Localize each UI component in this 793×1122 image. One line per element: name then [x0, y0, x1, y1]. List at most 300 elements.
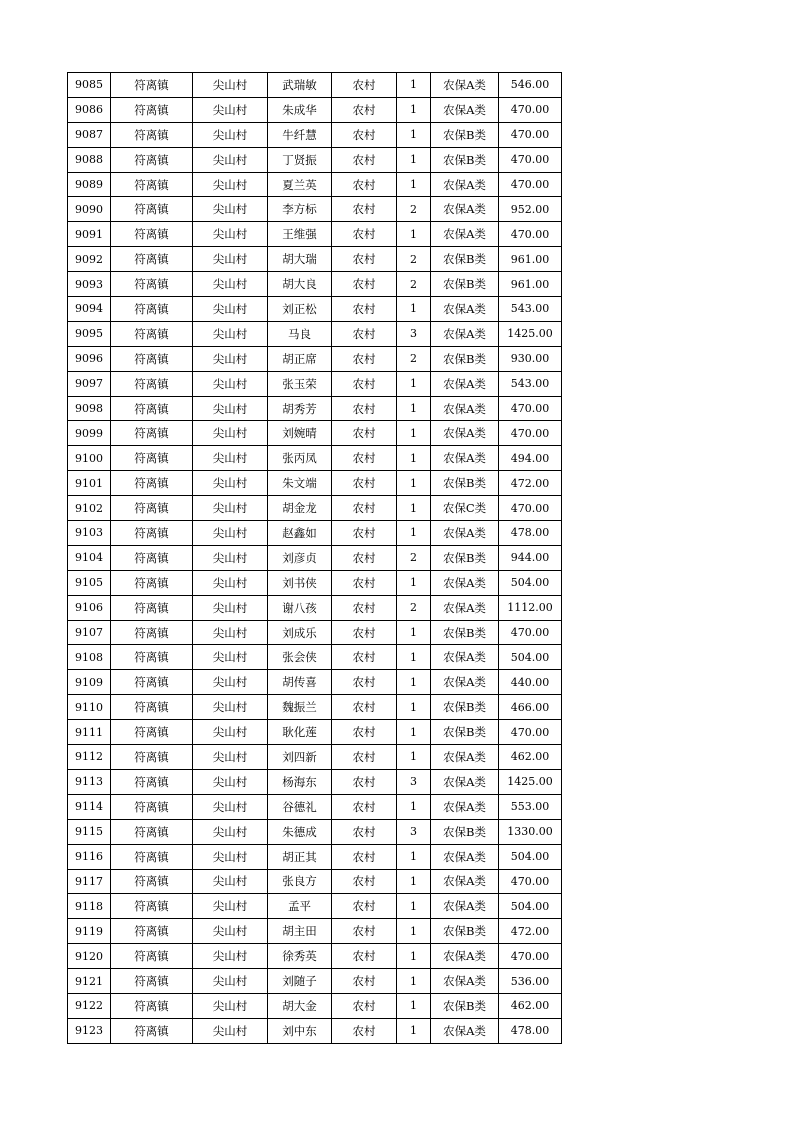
- serial-cell: 9111: [68, 720, 111, 745]
- data-table: [67, 72, 562, 1044]
- category-cell: 农保B类: [431, 346, 499, 371]
- village-cell: 尖山村: [193, 819, 268, 844]
- table-row: [68, 794, 562, 819]
- serial-cell: 9123: [68, 1018, 111, 1043]
- name-cell: 王维强: [268, 222, 332, 247]
- serial-cell: 9089: [68, 172, 111, 197]
- amount-cell: 470.00: [499, 620, 562, 645]
- name-cell: 胡传喜: [268, 670, 332, 695]
- household-count-cell: 1: [397, 297, 431, 322]
- table-row: [68, 421, 562, 446]
- serial-cell: 9117: [68, 869, 111, 894]
- village-cell: 尖山村: [193, 794, 268, 819]
- amount-cell: 470.00: [499, 172, 562, 197]
- serial-cell: 9090: [68, 197, 111, 222]
- town-cell: 符离镇: [111, 521, 193, 546]
- table-row: [68, 919, 562, 944]
- table-row: [68, 645, 562, 670]
- household-count-cell: 1: [397, 222, 431, 247]
- area-type-cell: 农村: [332, 321, 397, 346]
- table-row: [68, 371, 562, 396]
- town-cell: 符离镇: [111, 496, 193, 521]
- table-row: [68, 346, 562, 371]
- area-type-cell: 农村: [332, 993, 397, 1018]
- area-type-cell: 农村: [332, 297, 397, 322]
- serial-cell: 9098: [68, 396, 111, 421]
- serial-cell: 9108: [68, 645, 111, 670]
- amount-cell: 930.00: [499, 346, 562, 371]
- village-cell: 尖山村: [193, 222, 268, 247]
- household-count-cell: 1: [397, 670, 431, 695]
- name-cell: 朱德成: [268, 819, 332, 844]
- table-row: [68, 147, 562, 172]
- household-count-cell: 1: [397, 521, 431, 546]
- town-cell: 符离镇: [111, 595, 193, 620]
- table-row: [68, 222, 562, 247]
- category-cell: 农保A类: [431, 570, 499, 595]
- serial-cell: 9114: [68, 794, 111, 819]
- amount-cell: 504.00: [499, 894, 562, 919]
- area-type-cell: 农村: [332, 919, 397, 944]
- category-cell: 农保B类: [431, 545, 499, 570]
- table-row: [68, 272, 562, 297]
- category-cell: 农保A类: [431, 446, 499, 471]
- village-cell: 尖山村: [193, 471, 268, 496]
- amount-cell: 504.00: [499, 570, 562, 595]
- town-cell: 符离镇: [111, 222, 193, 247]
- area-type-cell: 农村: [332, 446, 397, 471]
- amount-cell: 470.00: [499, 720, 562, 745]
- name-cell: 胡正席: [268, 346, 332, 371]
- serial-cell: 9096: [68, 346, 111, 371]
- amount-cell: 470.00: [499, 944, 562, 969]
- household-count-cell: 1: [397, 421, 431, 446]
- table-row: [68, 247, 562, 272]
- name-cell: 李方标: [268, 197, 332, 222]
- town-cell: 符离镇: [111, 919, 193, 944]
- name-cell: 张玉荣: [268, 371, 332, 396]
- category-cell: 农保A类: [431, 969, 499, 994]
- category-cell: 农保A类: [431, 371, 499, 396]
- town-cell: 符离镇: [111, 122, 193, 147]
- area-type-cell: 农村: [332, 1018, 397, 1043]
- category-cell: 农保A类: [431, 172, 499, 197]
- serial-cell: 9110: [68, 695, 111, 720]
- household-count-cell: 1: [397, 396, 431, 421]
- category-cell: 农保B类: [431, 620, 499, 645]
- town-cell: 符离镇: [111, 794, 193, 819]
- category-cell: 农保A类: [431, 794, 499, 819]
- area-type-cell: 农村: [332, 595, 397, 620]
- serial-cell: 9087: [68, 122, 111, 147]
- category-cell: 农保A类: [431, 645, 499, 670]
- village-cell: 尖山村: [193, 695, 268, 720]
- town-cell: 符离镇: [111, 894, 193, 919]
- amount-cell: 470.00: [499, 421, 562, 446]
- amount-cell: 440.00: [499, 670, 562, 695]
- table-row: [68, 122, 562, 147]
- area-type-cell: 农村: [332, 844, 397, 869]
- name-cell: 刘书侠: [268, 570, 332, 595]
- table-row: [68, 745, 562, 770]
- table-row: [68, 969, 562, 994]
- area-type-cell: 农村: [332, 73, 397, 98]
- village-cell: 尖山村: [193, 247, 268, 272]
- area-type-cell: 农村: [332, 197, 397, 222]
- category-cell: 农保B类: [431, 247, 499, 272]
- category-cell: 农保B类: [431, 919, 499, 944]
- household-count-cell: 2: [397, 595, 431, 620]
- category-cell: 农保A类: [431, 297, 499, 322]
- amount-cell: 543.00: [499, 297, 562, 322]
- category-cell: 农保B类: [431, 122, 499, 147]
- town-cell: 符离镇: [111, 97, 193, 122]
- village-cell: 尖山村: [193, 122, 268, 147]
- town-cell: 符离镇: [111, 446, 193, 471]
- category-cell: 农保A类: [431, 894, 499, 919]
- area-type-cell: 农村: [332, 670, 397, 695]
- name-cell: 朱成华: [268, 97, 332, 122]
- category-cell: 农保A类: [431, 197, 499, 222]
- village-cell: 尖山村: [193, 670, 268, 695]
- name-cell: 丁贤振: [268, 147, 332, 172]
- category-cell: 农保A类: [431, 670, 499, 695]
- town-cell: 符离镇: [111, 197, 193, 222]
- village-cell: 尖山村: [193, 844, 268, 869]
- town-cell: 符离镇: [111, 969, 193, 994]
- serial-cell: 9116: [68, 844, 111, 869]
- household-count-cell: 2: [397, 197, 431, 222]
- town-cell: 符离镇: [111, 421, 193, 446]
- town-cell: 符离镇: [111, 272, 193, 297]
- table-row: [68, 819, 562, 844]
- village-cell: 尖山村: [193, 894, 268, 919]
- amount-cell: 1112.00: [499, 595, 562, 620]
- town-cell: 符离镇: [111, 73, 193, 98]
- table-row: [68, 521, 562, 546]
- name-cell: 耿化莲: [268, 720, 332, 745]
- village-cell: 尖山村: [193, 944, 268, 969]
- amount-cell: 478.00: [499, 521, 562, 546]
- household-count-cell: 1: [397, 869, 431, 894]
- amount-cell: 470.00: [499, 147, 562, 172]
- amount-cell: 472.00: [499, 919, 562, 944]
- household-count-cell: 1: [397, 1018, 431, 1043]
- town-cell: 符离镇: [111, 172, 193, 197]
- village-cell: 尖山村: [193, 769, 268, 794]
- category-cell: 农保A类: [431, 745, 499, 770]
- category-cell: 农保A类: [431, 869, 499, 894]
- name-cell: 胡大瑞: [268, 247, 332, 272]
- village-cell: 尖山村: [193, 869, 268, 894]
- category-cell: 农保A类: [431, 73, 499, 98]
- household-count-cell: 1: [397, 944, 431, 969]
- serial-cell: 9103: [68, 521, 111, 546]
- area-type-cell: 农村: [332, 894, 397, 919]
- serial-cell: 9085: [68, 73, 111, 98]
- household-count-cell: 1: [397, 894, 431, 919]
- name-cell: 刘中东: [268, 1018, 332, 1043]
- table-row: [68, 769, 562, 794]
- village-cell: 尖山村: [193, 321, 268, 346]
- name-cell: 马良: [268, 321, 332, 346]
- village-cell: 尖山村: [193, 745, 268, 770]
- area-type-cell: 农村: [332, 97, 397, 122]
- serial-cell: 9101: [68, 471, 111, 496]
- area-type-cell: 农村: [332, 794, 397, 819]
- serial-cell: 9122: [68, 993, 111, 1018]
- table-row: [68, 297, 562, 322]
- category-cell: 农保C类: [431, 496, 499, 521]
- village-cell: 尖山村: [193, 570, 268, 595]
- name-cell: 刘成乐: [268, 620, 332, 645]
- village-cell: 尖山村: [193, 371, 268, 396]
- serial-cell: 9095: [68, 321, 111, 346]
- table-row: [68, 446, 562, 471]
- town-cell: 符离镇: [111, 471, 193, 496]
- name-cell: 张良方: [268, 869, 332, 894]
- town-cell: 符离镇: [111, 819, 193, 844]
- village-cell: 尖山村: [193, 545, 268, 570]
- town-cell: 符离镇: [111, 769, 193, 794]
- amount-cell: 470.00: [499, 396, 562, 421]
- town-cell: 符离镇: [111, 1018, 193, 1043]
- amount-cell: 504.00: [499, 645, 562, 670]
- serial-cell: 9102: [68, 496, 111, 521]
- village-cell: 尖山村: [193, 272, 268, 297]
- town-cell: 符离镇: [111, 570, 193, 595]
- village-cell: 尖山村: [193, 73, 268, 98]
- category-cell: 农保B类: [431, 993, 499, 1018]
- name-cell: 刘随子: [268, 969, 332, 994]
- household-count-cell: 1: [397, 496, 431, 521]
- household-count-cell: 3: [397, 321, 431, 346]
- table-row: [68, 1018, 562, 1043]
- village-cell: 尖山村: [193, 97, 268, 122]
- village-cell: 尖山村: [193, 720, 268, 745]
- name-cell: 胡主田: [268, 919, 332, 944]
- amount-cell: 961.00: [499, 272, 562, 297]
- name-cell: 谷德礼: [268, 794, 332, 819]
- village-cell: 尖山村: [193, 496, 268, 521]
- village-cell: 尖山村: [193, 1018, 268, 1043]
- household-count-cell: 1: [397, 97, 431, 122]
- household-count-cell: 1: [397, 172, 431, 197]
- village-cell: 尖山村: [193, 421, 268, 446]
- village-cell: 尖山村: [193, 446, 268, 471]
- village-cell: 尖山村: [193, 919, 268, 944]
- household-count-cell: 1: [397, 620, 431, 645]
- amount-cell: 504.00: [499, 844, 562, 869]
- amount-cell: 462.00: [499, 745, 562, 770]
- name-cell: 武瑞敏: [268, 73, 332, 98]
- area-type-cell: 农村: [332, 172, 397, 197]
- household-count-cell: 1: [397, 147, 431, 172]
- area-type-cell: 农村: [332, 720, 397, 745]
- category-cell: 农保A类: [431, 769, 499, 794]
- village-cell: 尖山村: [193, 645, 268, 670]
- table-row: [68, 197, 562, 222]
- category-cell: 农保B类: [431, 147, 499, 172]
- amount-cell: 543.00: [499, 371, 562, 396]
- name-cell: 夏兰英: [268, 172, 332, 197]
- household-count-cell: 2: [397, 247, 431, 272]
- town-cell: 符离镇: [111, 247, 193, 272]
- amount-cell: 462.00: [499, 993, 562, 1018]
- name-cell: 杨海东: [268, 769, 332, 794]
- name-cell: 张丙凤: [268, 446, 332, 471]
- household-count-cell: 1: [397, 794, 431, 819]
- village-cell: 尖山村: [193, 297, 268, 322]
- name-cell: 刘彦贞: [268, 545, 332, 570]
- amount-cell: 470.00: [499, 869, 562, 894]
- household-count-cell: 2: [397, 346, 431, 371]
- table-row: [68, 670, 562, 695]
- name-cell: 朱文端: [268, 471, 332, 496]
- serial-cell: 9091: [68, 222, 111, 247]
- name-cell: 刘正松: [268, 297, 332, 322]
- serial-cell: 9120: [68, 944, 111, 969]
- town-cell: 符离镇: [111, 147, 193, 172]
- category-cell: 农保A类: [431, 521, 499, 546]
- category-cell: 农保B类: [431, 819, 499, 844]
- area-type-cell: 农村: [332, 969, 397, 994]
- village-cell: 尖山村: [193, 197, 268, 222]
- town-cell: 符离镇: [111, 545, 193, 570]
- serial-cell: 9118: [68, 894, 111, 919]
- amount-cell: 944.00: [499, 545, 562, 570]
- serial-cell: 9105: [68, 570, 111, 595]
- area-type-cell: 农村: [332, 421, 397, 446]
- household-count-cell: 1: [397, 745, 431, 770]
- name-cell: 胡正其: [268, 844, 332, 869]
- village-cell: 尖山村: [193, 147, 268, 172]
- category-cell: 农保A类: [431, 595, 499, 620]
- town-cell: 符离镇: [111, 670, 193, 695]
- amount-cell: 478.00: [499, 1018, 562, 1043]
- serial-cell: 9109: [68, 670, 111, 695]
- town-cell: 符离镇: [111, 844, 193, 869]
- town-cell: 符离镇: [111, 720, 193, 745]
- town-cell: 符离镇: [111, 346, 193, 371]
- area-type-cell: 农村: [332, 247, 397, 272]
- name-cell: 张会侠: [268, 645, 332, 670]
- area-type-cell: 农村: [332, 745, 397, 770]
- name-cell: 牛纤慧: [268, 122, 332, 147]
- area-type-cell: 农村: [332, 695, 397, 720]
- village-cell: 尖山村: [193, 969, 268, 994]
- village-cell: 尖山村: [193, 396, 268, 421]
- serial-cell: 9093: [68, 272, 111, 297]
- amount-cell: 470.00: [499, 97, 562, 122]
- name-cell: 胡大良: [268, 272, 332, 297]
- area-type-cell: 农村: [332, 222, 397, 247]
- amount-cell: 470.00: [499, 496, 562, 521]
- household-count-cell: 1: [397, 73, 431, 98]
- category-cell: 农保A类: [431, 97, 499, 122]
- area-type-cell: 农村: [332, 869, 397, 894]
- town-cell: 符离镇: [111, 396, 193, 421]
- area-type-cell: 农村: [332, 570, 397, 595]
- category-cell: 农保B类: [431, 695, 499, 720]
- area-type-cell: 农村: [332, 545, 397, 570]
- area-type-cell: 农村: [332, 147, 397, 172]
- area-type-cell: 农村: [332, 122, 397, 147]
- table-row: [68, 73, 562, 98]
- village-cell: 尖山村: [193, 595, 268, 620]
- town-cell: 符离镇: [111, 944, 193, 969]
- serial-cell: 9099: [68, 421, 111, 446]
- serial-cell: 9086: [68, 97, 111, 122]
- name-cell: 谢八孩: [268, 595, 332, 620]
- category-cell: 农保A类: [431, 222, 499, 247]
- town-cell: 符离镇: [111, 297, 193, 322]
- category-cell: 农保B类: [431, 272, 499, 297]
- town-cell: 符离镇: [111, 695, 193, 720]
- amount-cell: 961.00: [499, 247, 562, 272]
- amount-cell: 536.00: [499, 969, 562, 994]
- amount-cell: 472.00: [499, 471, 562, 496]
- town-cell: 符离镇: [111, 745, 193, 770]
- table-row: [68, 172, 562, 197]
- table-row: [68, 944, 562, 969]
- household-count-cell: 3: [397, 819, 431, 844]
- area-type-cell: 农村: [332, 645, 397, 670]
- area-type-cell: 农村: [332, 496, 397, 521]
- household-count-cell: 3: [397, 769, 431, 794]
- area-type-cell: 农村: [332, 620, 397, 645]
- amount-cell: 553.00: [499, 794, 562, 819]
- serial-cell: 9113: [68, 769, 111, 794]
- household-count-cell: 1: [397, 122, 431, 147]
- table-row: [68, 869, 562, 894]
- area-type-cell: 农村: [332, 272, 397, 297]
- serial-cell: 9106: [68, 595, 111, 620]
- area-type-cell: 农村: [332, 471, 397, 496]
- serial-cell: 9107: [68, 620, 111, 645]
- table-row: [68, 321, 562, 346]
- amount-cell: 466.00: [499, 695, 562, 720]
- area-type-cell: 农村: [332, 371, 397, 396]
- serial-cell: 9092: [68, 247, 111, 272]
- household-count-cell: 1: [397, 720, 431, 745]
- serial-cell: 9094: [68, 297, 111, 322]
- amount-cell: 1425.00: [499, 321, 562, 346]
- category-cell: 农保B类: [431, 471, 499, 496]
- area-type-cell: 农村: [332, 521, 397, 546]
- table-row: [68, 396, 562, 421]
- name-cell: 刘四新: [268, 745, 332, 770]
- household-count-cell: 1: [397, 471, 431, 496]
- village-cell: 尖山村: [193, 346, 268, 371]
- amount-cell: 952.00: [499, 197, 562, 222]
- table-row: [68, 695, 562, 720]
- town-cell: 符离镇: [111, 321, 193, 346]
- name-cell: 徐秀英: [268, 944, 332, 969]
- name-cell: 胡大金: [268, 993, 332, 1018]
- name-cell: 孟平: [268, 894, 332, 919]
- category-cell: 农保A类: [431, 321, 499, 346]
- area-type-cell: 农村: [332, 944, 397, 969]
- table-row: [68, 595, 562, 620]
- table-row: [68, 993, 562, 1018]
- household-count-cell: 1: [397, 993, 431, 1018]
- household-count-cell: 1: [397, 446, 431, 471]
- village-cell: 尖山村: [193, 172, 268, 197]
- household-count-cell: 1: [397, 969, 431, 994]
- household-count-cell: 1: [397, 919, 431, 944]
- category-cell: 农保B类: [431, 720, 499, 745]
